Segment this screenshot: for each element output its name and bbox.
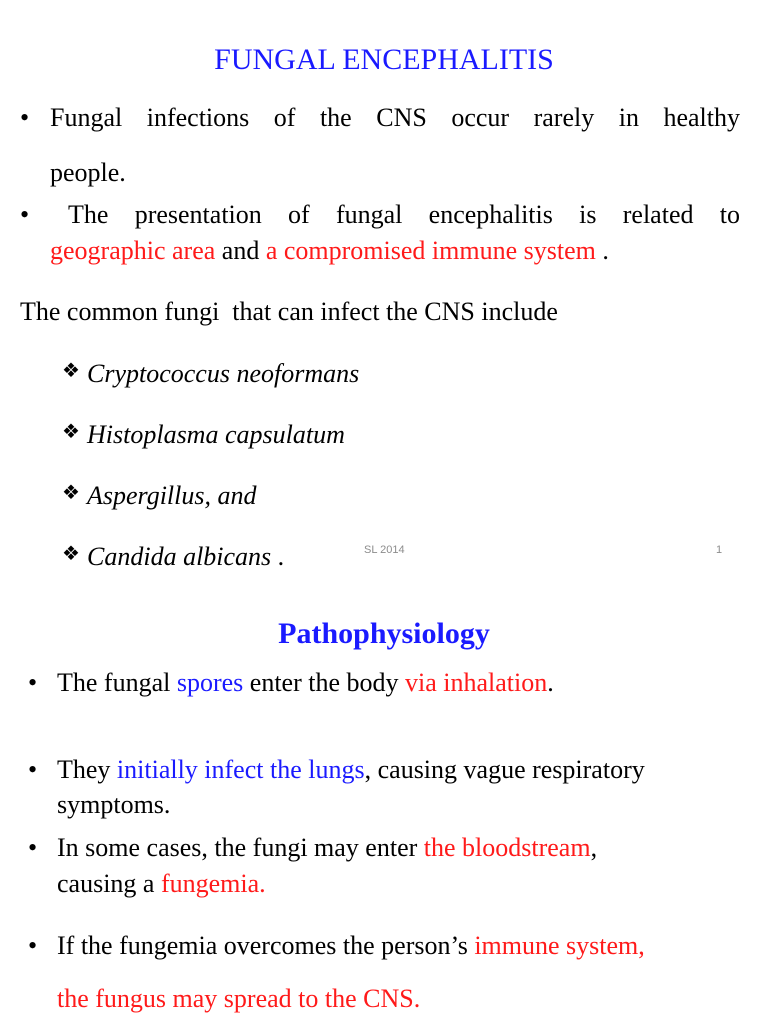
bullet-marker: • [28,755,38,784]
slide2-bullet2-line1 [57,752,645,788]
slide1-bullet1-line1: Fungal infections of the CNS occur rarely in healthy [50,103,740,132]
slide1-title: FUNGAL ENCEPHALITIS [214,43,554,76]
highlight-inhalation: via inhalation [405,668,548,697]
fungus-item-1: Cryptococcus neoformans [87,359,360,388]
text-segment: In some cases, the fungi may enter [57,833,424,862]
slide2-bullet1 [57,665,554,701]
text-segment: They [57,755,117,784]
highlight-bloodstream: the bloodstream [423,833,591,862]
fungus-item-2: Histoplasma capsulatum [87,420,345,449]
text-segment: causing a [57,869,161,898]
slide2-bullet3-line2 [57,866,266,902]
slide1-intro: The common fungi that can infect the CNS include [20,297,558,326]
fungus-item-4-name: Candida albicans [87,542,272,571]
sentence-end: . [595,236,609,265]
diamond-bullet-icon: ❖ [62,358,80,382]
diamond-bullet-icon: ❖ [62,541,80,565]
diamond-bullet-icon: ❖ [62,419,80,443]
highlight-immune-system: a compromised immune system [265,236,596,265]
text-segment: If the fungemia overcomes the person’s [57,931,475,960]
text-segment: enter the body [243,668,406,697]
highlight-geographic-area: geographic area [50,236,216,265]
slide1-bullet2-line1: The presentation of fungal encephalitis is related to [68,200,740,229]
bullet-marker: • [20,200,30,229]
bullet-marker: • [28,668,38,697]
slide1-bullet2-line2 [50,233,609,269]
bullet-marker: • [28,833,38,862]
highlight-lungs: initially infect the lungs [116,755,365,784]
fungus-item-4-suffix: . [271,542,285,571]
slide2-title: Pathophysiology [278,617,490,650]
slide2-bullet4-line2: the fungus may spread to the CNS. [57,984,421,1013]
connector-text: and [215,236,266,265]
highlight-spores: spores [176,668,244,697]
slide2-bullet4-line1 [57,928,645,964]
fungus-item-4 [87,539,284,575]
slide2-bullet3-line1 [57,830,597,866]
highlight-immune-system: immune system, [474,931,645,960]
fungus-item-3: Aspergillus, and [87,481,257,510]
highlight-fungemia: fungemia. [160,869,266,898]
slide2-bullet2-line2: symptoms. [57,790,171,819]
text-segment: . [547,668,554,697]
text-segment: , [590,833,598,862]
slide-footer-label: SL 2014 [364,544,405,556]
slide-page-number: 1 [716,544,723,556]
bullet-marker: • [28,931,38,960]
text-segment: , causing vague respiratory [364,755,645,784]
bullet-marker: • [20,103,30,132]
diamond-bullet-icon: ❖ [62,480,80,504]
slide1-bullet1-line2: people. [50,158,126,187]
text-segment: The fungal [57,668,177,697]
